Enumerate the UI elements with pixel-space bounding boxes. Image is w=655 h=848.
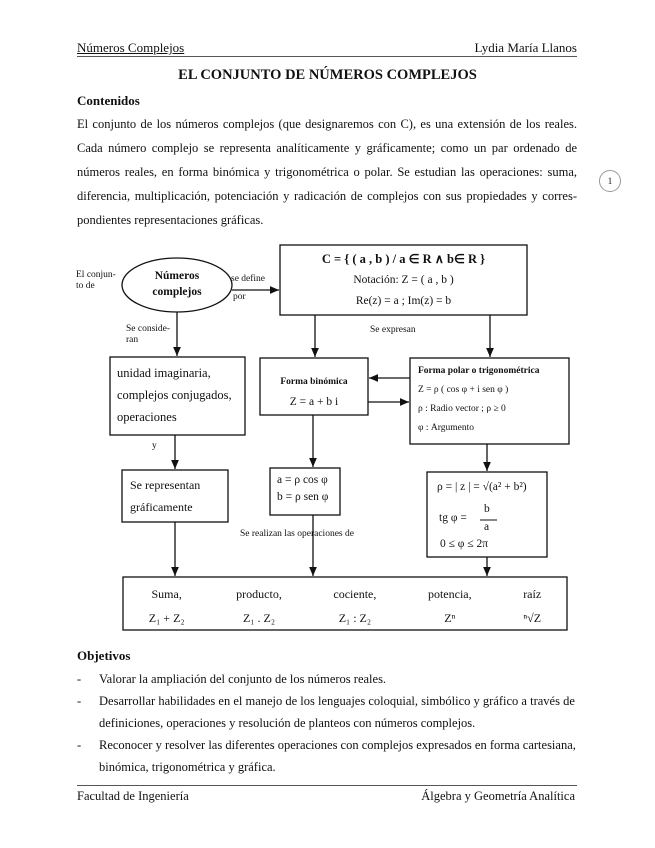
operation-suma: Suma, Z₁ + Z₂ [148,587,185,625]
label-el-conjunto: El conjun- to de [76,270,116,291]
operation-producto: producto, Z₁ . Z₂ [236,587,282,625]
footer-left: Facultad de Ingeniería [77,789,189,803]
objectives-list [77,668,582,778]
paragraph-line: El conjunto de los números complejos (que designaremos con C), es una extensión de los reales. [77,117,577,131]
label-se-expresan: Se expresan [370,325,416,335]
footer-rule [77,785,577,786]
paragraph-line: pondientes representaciones gráficas. [77,213,264,227]
paragraph-line: Cada número complejo se representa analíticamente y gráficamente; como un par ordenado de [77,141,577,155]
definition-box-text: C = { ( a , b ) / a ∈ R ∧ b∈ R } Notación: Z = ( a , b ) Re(z) = a ; Im(z) = b [321,252,486,307]
label-se-realizan: Se realizan las operaciones de [240,529,354,539]
representan-box-text: Se representan gráficamente [130,478,201,514]
label-y: y [152,441,157,451]
polar-box-text: Forma polar o trigonométrica Z = ρ ( cos φ + i sen φ ) ρ : Radio vector ; ρ ≥ 0 φ : Argumento [418,366,540,433]
objective-item: - Valorar la ampliación del conjunto de los números reales. [77,672,387,686]
operations-box [123,582,567,630]
fraction-denominator: a [484,521,490,533]
ellipse-label: Números complejos [152,270,202,298]
label-se-consideran: Se conside- ran [126,324,171,345]
paragraph-line: números reales, en forma binómica y trigonométrica o polar. Se estudian las operaciones: suma, [77,165,577,179]
contents-heading: Contenidos [77,93,140,108]
argument-range: 0 ≤ φ ≤ 2π [440,538,489,550]
binomica-box-text: Forma binómica Z = a + b i [280,377,348,408]
header-right: Lydia María Llanos [474,40,577,55]
label-se-define: se define por [231,274,266,302]
conversion-box-text: a = ρ cos φ b = ρ sen φ [277,474,329,503]
operation-raiz: raíz ⁿ√Z [523,587,542,625]
objective-item: - Reconocer y resolver las diferentes operaciones con complejos expresados en forma cartesiana, binómica, trigonométrica y gráfica. [77,738,576,774]
modulus-formula: ρ = | z | = √(a² + b²) [437,481,527,493]
header-left: Números Complejos [77,40,185,55]
operation-potencia: potencia, Zⁿ [427,587,472,625]
page-marker: 1 [599,170,621,192]
unidad-box-text: unidad imaginaria, complejos conjugados, operaciones [117,366,232,424]
tangent-formula: tg φ = [439,512,467,524]
objectives-heading: Objetivos [77,648,131,663]
operation-cociente: cociente, Z₁ : Z₂ [333,587,377,625]
footer-right: Álgebra y Geometría Analítica [421,789,575,803]
page-title: EL CONJUNTO DE NÚMEROS COMPLEJOS [178,67,477,83]
fraction-numerator: b [484,503,490,515]
objective-item: - Desarrollar habilidades en el manejo de los lenguajes coloquial, simbólico y gráfico a través de definiciones, operaciones y resolución de planteos con números complejos. [77,694,575,730]
paragraph-line: diferencia, multiplicación, potenciación y radicación de complejos con sus propiedades y corres- [77,189,577,203]
